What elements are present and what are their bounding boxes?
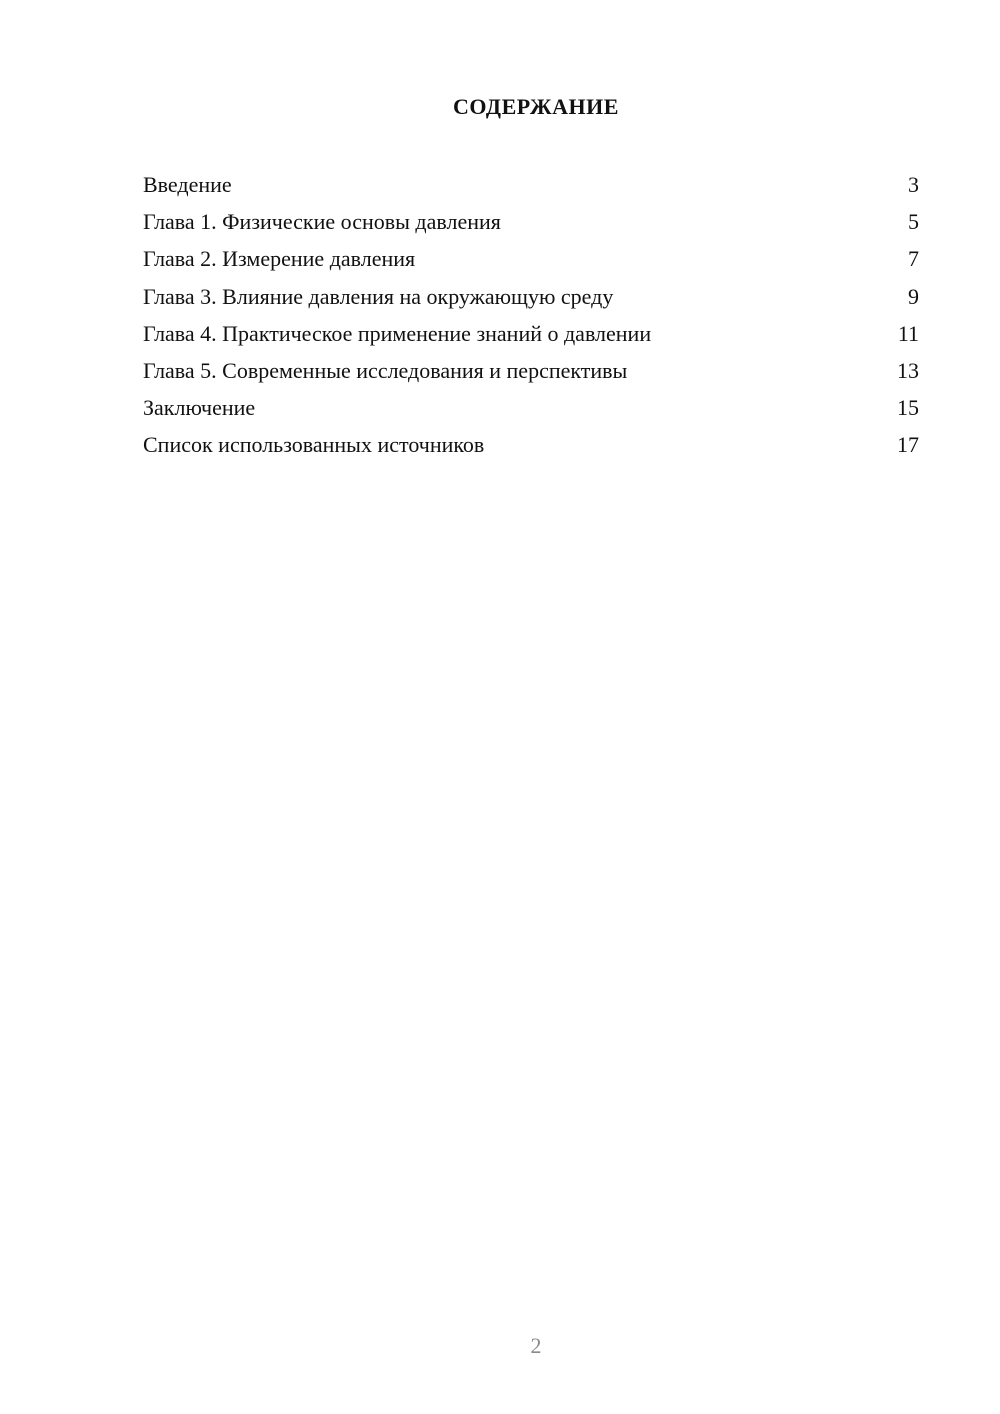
toc-entry-page: 11 xyxy=(897,320,919,346)
toc-entry-chapter-4[interactable] xyxy=(143,319,919,356)
toc-entry-page: 5 xyxy=(908,209,919,235)
toc-entry-page: 3 xyxy=(908,172,919,197)
toc-entry-label: Глава 2. Измерение давления xyxy=(143,246,416,272)
table-of-contents xyxy=(143,170,919,468)
toc-entry-label: Глава 3. Влияние давления на окружающую среду xyxy=(143,283,614,309)
toc-entry-label: Глава 5. Современные исследования и перспективы xyxy=(143,357,628,383)
toc-entry-label: Введение xyxy=(143,172,232,197)
toc-entry-conclusion[interactable] xyxy=(143,393,919,430)
toc-entry-label: Заключение xyxy=(143,395,256,421)
page-number: 2 xyxy=(530,1333,542,1358)
toc-entry-references[interactable] xyxy=(143,430,919,467)
toc-entry-chapter-2[interactable] xyxy=(143,244,919,281)
toc-entry-introduction[interactable] xyxy=(143,170,919,207)
toc-entry-chapter-3[interactable] xyxy=(143,282,919,319)
toc-entry-label: Глава 4. Практическое применение знаний о давлении xyxy=(143,320,652,346)
toc-entry-page: 13 xyxy=(897,357,919,383)
toc-entry-page: 7 xyxy=(908,246,919,272)
page-title: СОДЕРЖАНИЕ xyxy=(453,94,619,119)
toc-entry-label: Список использованных источников xyxy=(143,432,485,458)
toc-entry-page: 17 xyxy=(897,432,919,458)
toc-entry-chapter-5[interactable] xyxy=(143,356,919,393)
toc-entry-chapter-1[interactable] xyxy=(143,207,919,244)
toc-entry-page: 9 xyxy=(908,283,919,309)
toc-entry-page: 15 xyxy=(897,395,919,421)
toc-entry-label: Глава 1. Физические основы давления xyxy=(143,209,501,235)
